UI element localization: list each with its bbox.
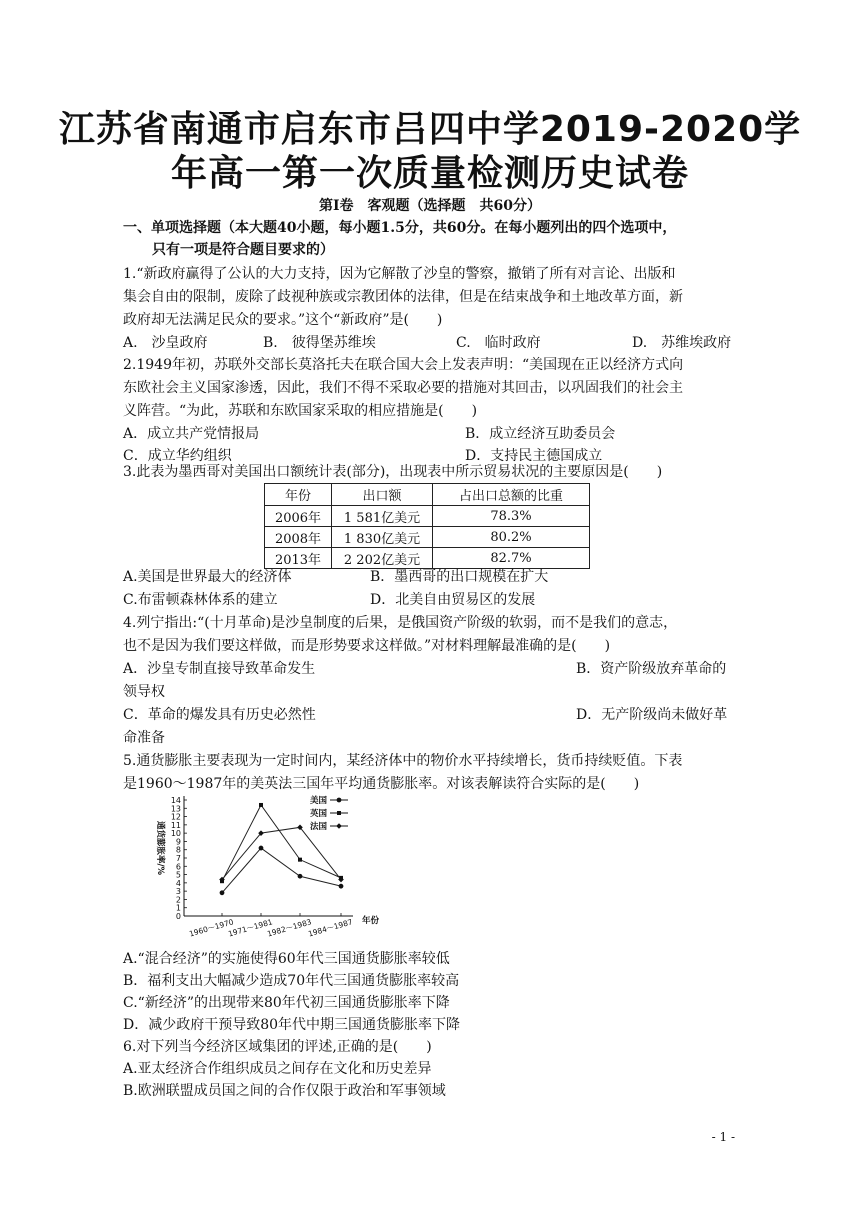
exam-title-line1: 江苏省南通市启东市吕四中学2019-2020学 [58, 109, 802, 150]
q5-stem-line1: 5.通货膨胀主要表现为一定时间内，某经济体中的物价水平持续增长，货币持续贬值。下表 [123, 753, 683, 769]
table-cell: 82.7% [433, 548, 590, 569]
y-tick-label: 12 [170, 812, 181, 822]
y-tick-label: 14 [170, 796, 181, 805]
q6-option-b: B.欧洲联盟成员国之间的合作仅限于政治和军事领域 [123, 1083, 446, 1099]
data-point [339, 884, 344, 889]
y-tick-label: 2 [175, 895, 181, 905]
q2-option-b: B．成立经济互助委员会 [465, 426, 616, 442]
q5-option-c: C.“新经济”的出现带来80年代初三国通货膨胀率下降 [123, 995, 450, 1011]
exam-title-line2: 年高一第一次质量检测历史试卷 [170, 153, 689, 194]
data-point [259, 803, 263, 807]
table-header-export: 出口额 [332, 484, 433, 506]
table-cell: 2013年 [265, 548, 332, 569]
y-tick-label: 1 [175, 903, 181, 913]
q1-option-a: A. 沙皇政府 [123, 335, 208, 351]
y-tick-label: 7 [175, 854, 181, 863]
q4-option-b-cont: 领导权 [123, 684, 165, 700]
q6-stem: 6.对下列当今经济区域集团的评述,正确的是( ) [123, 1039, 432, 1055]
table-cell: 2006年 [265, 506, 332, 527]
y-tick-label: 0 [175, 912, 181, 921]
y-tick-label: 4 [175, 878, 181, 888]
y-tick-label: 13 [170, 804, 181, 814]
q2-stem-line3: 义阵营。“为此，苏联和东欧国家采取的相应措施是( ) [123, 403, 478, 419]
q2-option-d: D．支持民主德国成立 [465, 448, 603, 464]
x-axis-label: 年份 [362, 916, 380, 926]
y-tick-label: 6 [175, 862, 181, 872]
data-point [298, 858, 302, 862]
q5-option-a: A.“混合经济”的实施使得60年代三国通货膨胀率较低 [123, 951, 450, 967]
q5-stem-line2: 是1960～1987年的美英法三国年平均通货膨胀率。对该表解读符合实际的是( ) [123, 776, 640, 792]
volume-heading: 第Ⅰ卷 客观题（选择题 共60分） [318, 198, 542, 214]
q1-option-d: D. 苏维埃政府 [632, 335, 732, 351]
q1-stem-line1: 1.“新政府赢得了公认的大力支持，因为它解散了沙皇的警察，撤销了所有对言论、出版和 [123, 266, 676, 282]
legend-label: 法国 [310, 822, 328, 832]
q2-stem-line2: 东欧社会主义国家渗透，因此，我们不得不采取必要的措施对其回击，以巩固我们的社会主 [123, 380, 683, 396]
section-heading-line1: 一、单项选择题（本大题40小题，每小题1.5分，共60分。在每小题列出的四个选项中， [123, 220, 677, 236]
x-tick-label: 1960～1970 [188, 917, 235, 939]
legend-label: 英国 [310, 809, 328, 819]
data-point [298, 874, 303, 879]
q3-stem: 3.此表为墨西哥对美国出口额统计表(部分)，出现表中所示贸易状况的主要原因是( ) [123, 464, 663, 480]
q4-option-b: B．资产阶级放弃革命的 [576, 661, 727, 677]
y-tick-label: 3 [175, 887, 181, 897]
y-tick-label: 11 [170, 820, 181, 830]
table-cell: 2 202亿美元 [332, 548, 433, 569]
y-tick-label: 10 [170, 829, 181, 839]
export-table [264, 483, 590, 569]
data-point [220, 890, 225, 895]
q1-stem-line2: 集会自由的限制，废除了歧视种族或宗教团体的法律，但是在结束战争和土地改革方面，新 [123, 289, 683, 305]
q3-option-b: B．墨西哥的出口规模在扩大 [370, 569, 549, 585]
q1-option-c: C. 临时政府 [456, 335, 541, 351]
q4-stem-line2: 也不是因为我们要这样做，而是形势要求这样做。”对材料理解最准确的是( ) [123, 638, 611, 654]
table-cell: 80.2% [433, 527, 590, 548]
table-row [265, 548, 590, 569]
y-tick-label: 5 [175, 870, 181, 880]
q4-option-d: D．无产阶级尚未做好革 [576, 707, 728, 723]
section-heading-line2: 只有一项是符合题目要求的） [152, 242, 334, 258]
q2-option-c: C．成立华约组织 [123, 448, 232, 464]
y-axis-label: 通货膨胀率/% [155, 820, 165, 876]
table-cell: 78.3% [433, 506, 590, 527]
q2-option-a: A．成立共产党情报局 [123, 426, 260, 442]
q1-stem-line3: 政府却无法满足民众的要求。”这个“新政府”是( ) [123, 312, 443, 328]
q2-stem-line1: 2.1949年初，苏联外交部长莫洛托夫在联合国大会上发表声明：“美国现在正以经济方式向 [123, 357, 684, 373]
table-header-year: 年份 [265, 484, 332, 506]
q1-option-b: B. 彼得堡苏维埃 [263, 335, 376, 351]
table-cell: 1 830亿美元 [332, 527, 433, 548]
page-number: - 1 - [711, 1130, 735, 1144]
q5-option-b: B．福利支出大幅减少造成70年代三国通货膨胀率较高 [123, 973, 460, 989]
y-tick-label: 9 [175, 837, 181, 847]
legend-marker [337, 798, 342, 803]
x-tick-label: 1982～1983 [266, 917, 313, 939]
legend-marker [336, 823, 342, 829]
q3-option-c: C.布雷顿森林体系的建立 [123, 592, 278, 608]
table-row [265, 527, 590, 548]
table-cell: 2008年 [265, 527, 332, 548]
table-header-share: 占出口总额的比重 [433, 484, 590, 506]
table-header-row [265, 484, 590, 506]
q6-option-a: A.亚太经济合作组织成员之间存在文化和历史差异 [123, 1061, 432, 1077]
legend-marker [337, 811, 341, 815]
q4-option-c: C．革命的爆发具有历史必然性 [123, 707, 316, 723]
q3-option-a: A.美国是世界最大的经济体 [123, 569, 292, 585]
legend-label: 美国 [310, 796, 328, 806]
q4-option-d-cont: 命准备 [123, 730, 165, 746]
y-tick-label: 8 [175, 845, 181, 855]
x-tick-label: 1971～1981 [227, 917, 274, 939]
q4-option-a: A．沙皇专制直接导致革命发生 [123, 661, 316, 677]
q3-option-d: D．北美自由贸易区的发展 [370, 592, 536, 608]
table-cell: 1 581亿美元 [332, 506, 433, 527]
table-row [265, 506, 590, 527]
inflation-line-chart [148, 788, 388, 948]
q4-stem-line1: 4.列宁指出:“(十月革命)是沙皇制度的后果，是俄国资产阶级的软弱，而不是我们的意志， [123, 615, 678, 631]
q5-option-d: D．减少政府干预导致80年代中期三国通货膨胀率下降 [123, 1017, 461, 1033]
data-point [259, 846, 264, 851]
x-tick-label: 1984～1987 [307, 917, 354, 939]
